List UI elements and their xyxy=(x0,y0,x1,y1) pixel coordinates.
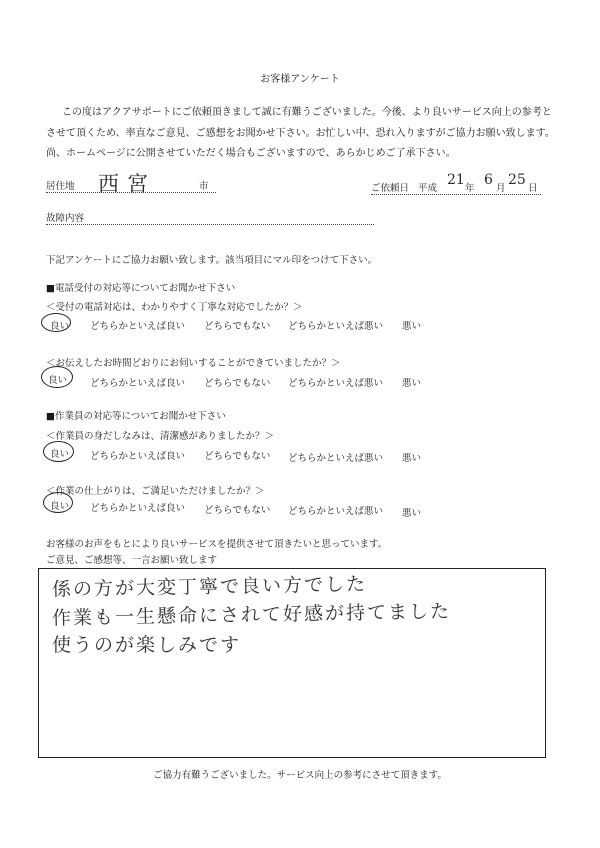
q1-option-good[interactable]: 良い xyxy=(50,321,70,332)
question-1: ＜受付の電話対応は、わかりやすく丁寧な対応でしたか？＞ xyxy=(46,302,303,313)
q2-option-somewhat-bad[interactable]: どちらかといえば悪い xyxy=(288,378,384,389)
request-date-label: ご依頼日 xyxy=(371,183,410,194)
fault-underline xyxy=(46,224,374,225)
question-4: ＜作業の仕上がりは、ご満足いただけましたか？＞ xyxy=(46,486,265,497)
q4-option-bad[interactable]: 悪い xyxy=(402,508,422,519)
q3-option-somewhat-bad[interactable]: どちらかといえば悪い xyxy=(288,453,384,464)
request-date-month: 6 xyxy=(484,172,493,188)
comment-line-2: 作業も一生懸命にされて好感が持てました xyxy=(51,600,452,630)
section-heading-phone: ■電話受付の対応等についてお聞かせ下さい xyxy=(46,283,236,294)
intro-line-3: 尚、ホームページに公開させていただく場合もございますので、あらかじめご了承下さい。 xyxy=(46,148,456,159)
section-heading-worker: ■作業員の対応等についてお聞かせ下さい xyxy=(46,411,226,422)
request-date-month-unit: 月 xyxy=(496,183,506,194)
q3-option-good[interactable]: 良い xyxy=(50,449,70,460)
q3-option-neutral[interactable]: どちらでもない xyxy=(204,451,271,462)
q3-option-somewhat-good[interactable]: どちらかといえば良い xyxy=(90,451,186,462)
request-date-era: 平成 xyxy=(418,183,438,194)
question-2: ＜お伝えしたお時間どおりにお伺いすることができていましたか？＞ xyxy=(46,358,341,369)
comment-label: ご意見、ご感想等、一言お願い致します xyxy=(46,555,218,566)
q4-option-good[interactable]: 良い xyxy=(50,501,70,512)
footer-thanks: ご協力有難うございました。サービス向上の参考にさせて頂きます。 xyxy=(153,770,447,781)
residence-suffix: 市 xyxy=(199,181,209,192)
residence-label: 居住地 xyxy=(46,181,75,192)
fault-label: 故障内容 xyxy=(46,213,85,224)
question-3: ＜作業員の身だしなみは、清潔感がありましたか？＞ xyxy=(46,431,275,442)
q1-option-neutral[interactable]: どちらでもない xyxy=(204,321,271,332)
residence-value: 西宮 xyxy=(98,172,156,196)
comment-line-3: 使うのが楽しみです xyxy=(52,634,242,656)
q1-option-bad[interactable]: 悪い xyxy=(402,321,422,332)
q2-option-bad[interactable]: 悪い xyxy=(402,378,422,389)
comment-line-1: 係の方が大変丁寧で良い方でした xyxy=(51,573,368,601)
q3-option-bad[interactable]: 悪い xyxy=(402,453,422,464)
request-date-year: 21 xyxy=(447,172,465,188)
intro-line-2: させて頂くため、率直なご意見、ご感想をお聞かせ下さい。お忙しい中、恐れ入りますがご協力お願い致します。 xyxy=(46,128,555,139)
request-date-underline xyxy=(371,194,541,195)
q2-option-neutral[interactable]: どちらでもない xyxy=(204,378,271,389)
q4-option-somewhat-bad[interactable]: どちらかといえば悪い xyxy=(288,506,384,517)
request-date-day-unit: 日 xyxy=(528,183,538,194)
q4-option-somewhat-good[interactable]: どちらかといえば良い xyxy=(90,503,186,514)
q1-option-somewhat-good[interactable]: どちらかといえば良い xyxy=(90,321,186,332)
residence-underline xyxy=(46,192,216,193)
page-title: お客様アンケート xyxy=(260,74,340,85)
q2-option-good[interactable]: 良い xyxy=(48,375,68,386)
q4-option-neutral[interactable]: どちらでもない xyxy=(204,505,271,516)
intro-line-1: この度はアクアサポートにご依頼頂きまして誠に有難うございました。今後、より良いサービス向上の参考と xyxy=(62,107,552,118)
request-date-day: 25 xyxy=(508,172,526,188)
survey-note: 下記アンケートにご協力お願い致します。該当項目にマル印をつけて下さい。 xyxy=(46,255,378,266)
request-date-year-unit: 年 xyxy=(465,183,475,194)
q1-option-somewhat-bad[interactable]: どちらかといえば悪い xyxy=(288,321,384,332)
voice-note: お客様のお声をもとにより良いサービスを提供させて頂きたいと思っています。 xyxy=(46,539,388,550)
q2-option-somewhat-good[interactable]: どちらかといえば良い xyxy=(90,378,186,389)
